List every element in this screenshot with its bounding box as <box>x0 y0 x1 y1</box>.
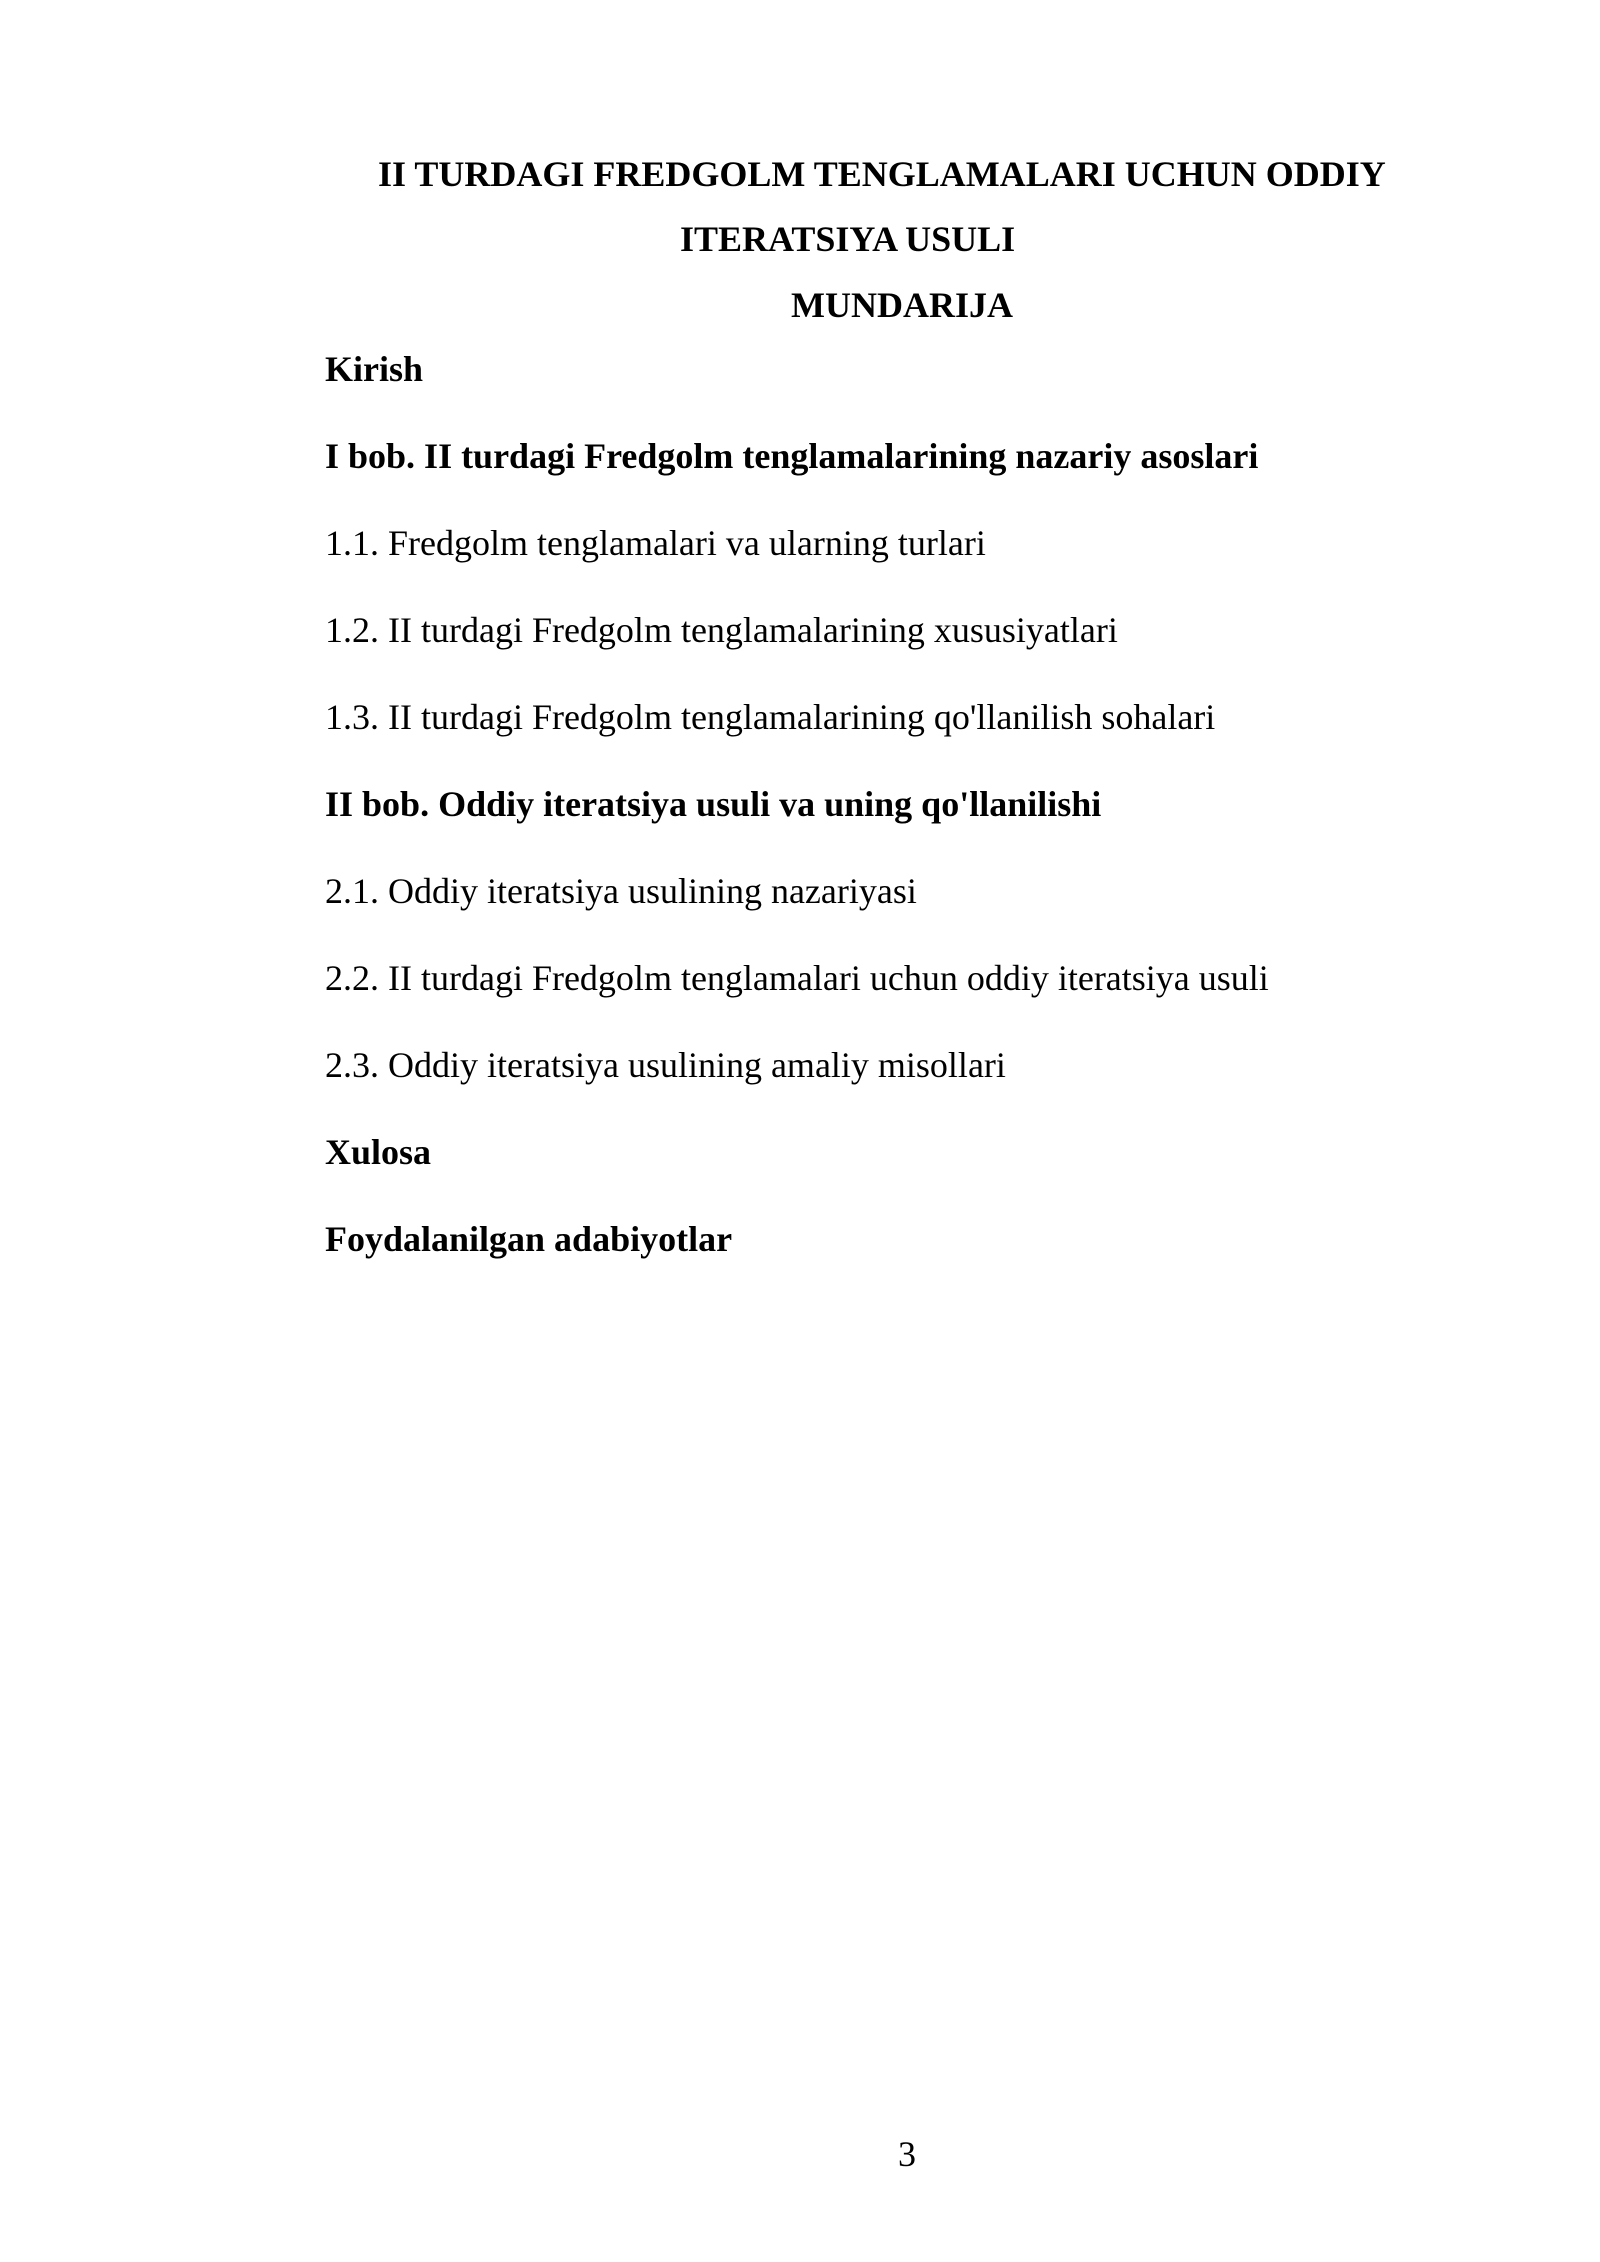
toc-heading: MUNDARIJA <box>791 285 1013 325</box>
toc-item-1-2: 1.2. II turdagi Fredgolm tenglamalarining xususiyatlari <box>325 610 1118 650</box>
document-title-line-2: ITERATSIYA USULI <box>680 219 1016 259</box>
toc-item-references: Foydalanilgan adabiyotlar <box>325 1219 733 1259</box>
toc-item-2-1: 2.1. Oddiy iteratsiya usulining nazariyasi <box>325 871 917 911</box>
toc-item-chapter-1: I bob. II turdagi Fredgolm tenglamalarining nazariy asoslari <box>325 436 1259 476</box>
toc-item-1-3: 1.3. II turdagi Fredgolm tenglamalarining qo'llanilish sohalari <box>325 697 1216 737</box>
toc-item-2-3: 2.3. Oddiy iteratsiya usulining amaliy misollari <box>325 1045 1006 1085</box>
document-title-line-1: II TURDAGI FREDGOLM TENGLAMALARI UCHUN ODDIY <box>378 154 1386 194</box>
toc-item-1-1: 1.1. Fredgolm tenglamalari va ularning turlari <box>325 523 986 563</box>
toc-item-chapter-2: II bob. Oddiy iteratsiya usuli va uning qo'llanilishi <box>325 784 1102 824</box>
table-of-contents <box>325 347 1269 1304</box>
page-number: 3 <box>898 2134 916 2174</box>
toc-item-kirish: Kirish <box>325 349 424 389</box>
toc-item-2-2: 2.2. II turdagi Fredgolm tenglamalari uchun oddiy iteratsiya usuli <box>325 958 1269 998</box>
toc-item-xulosa: Xulosa <box>325 1132 432 1172</box>
